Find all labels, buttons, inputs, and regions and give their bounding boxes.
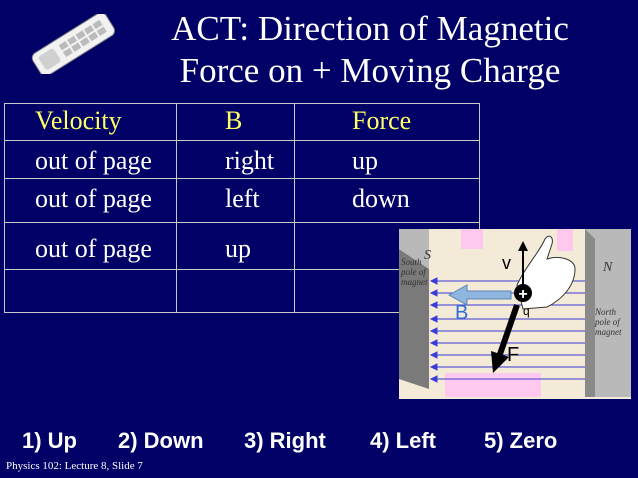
highlight-patch — [557, 229, 573, 251]
v-label: v — [502, 253, 511, 273]
table-cell: up — [352, 146, 378, 175]
header-force: Force — [352, 106, 412, 135]
north-label-line: North — [595, 307, 617, 317]
charge-sign: + — [518, 286, 528, 303]
south-label-line: South — [401, 257, 422, 267]
header-velocity: Velocity — [35, 106, 122, 135]
highlight-patch — [445, 373, 541, 397]
table-divider — [176, 104, 177, 312]
table-rule — [5, 222, 479, 223]
slide-title — [120, 8, 620, 92]
table-divider — [294, 104, 295, 312]
south-label-line: pole of — [401, 267, 426, 277]
header-b: B — [225, 106, 243, 135]
f-label: F — [507, 344, 520, 366]
table-cell: out of page — [35, 146, 152, 175]
answer-option-5[interactable]: 5) Zero — [484, 428, 558, 453]
b-label: B — [455, 302, 469, 324]
table-cell: up — [225, 234, 251, 263]
table-cell: out of page — [35, 184, 152, 213]
q-label: q — [523, 304, 530, 318]
north-label-line: magnet — [595, 327, 622, 337]
answer-option-4[interactable]: 4) Left — [370, 428, 436, 453]
table-rule — [5, 178, 479, 179]
title-line-2: Force on + Moving Charge — [179, 51, 561, 90]
answer-choices — [22, 424, 622, 458]
south-label-line: magnet — [401, 277, 428, 287]
slide-footer: Physics 102: Lecture 8, Slide 7 — [6, 460, 143, 472]
magnet-diagram — [399, 229, 631, 399]
table-cell: left — [225, 184, 260, 213]
table-cell: right — [225, 146, 275, 175]
south-letter: S — [424, 248, 431, 263]
answer-option-3[interactable]: 3) Right — [244, 428, 326, 453]
highlight-patch — [461, 229, 483, 249]
table-cell: out of page — [35, 234, 152, 263]
answer-option-2[interactable]: 2) Down — [118, 428, 204, 453]
table-cell: down — [352, 184, 410, 213]
answer-option-1[interactable]: 1) Up — [22, 428, 77, 453]
title-line-1: ACT: Direction of Magnetic — [171, 9, 569, 48]
north-label-line: pole of — [595, 317, 620, 327]
north-letter: N — [603, 260, 613, 275]
clicker-remote-icon — [22, 14, 122, 74]
north-magnet-edge — [585, 229, 595, 397]
table-rule — [5, 140, 479, 141]
